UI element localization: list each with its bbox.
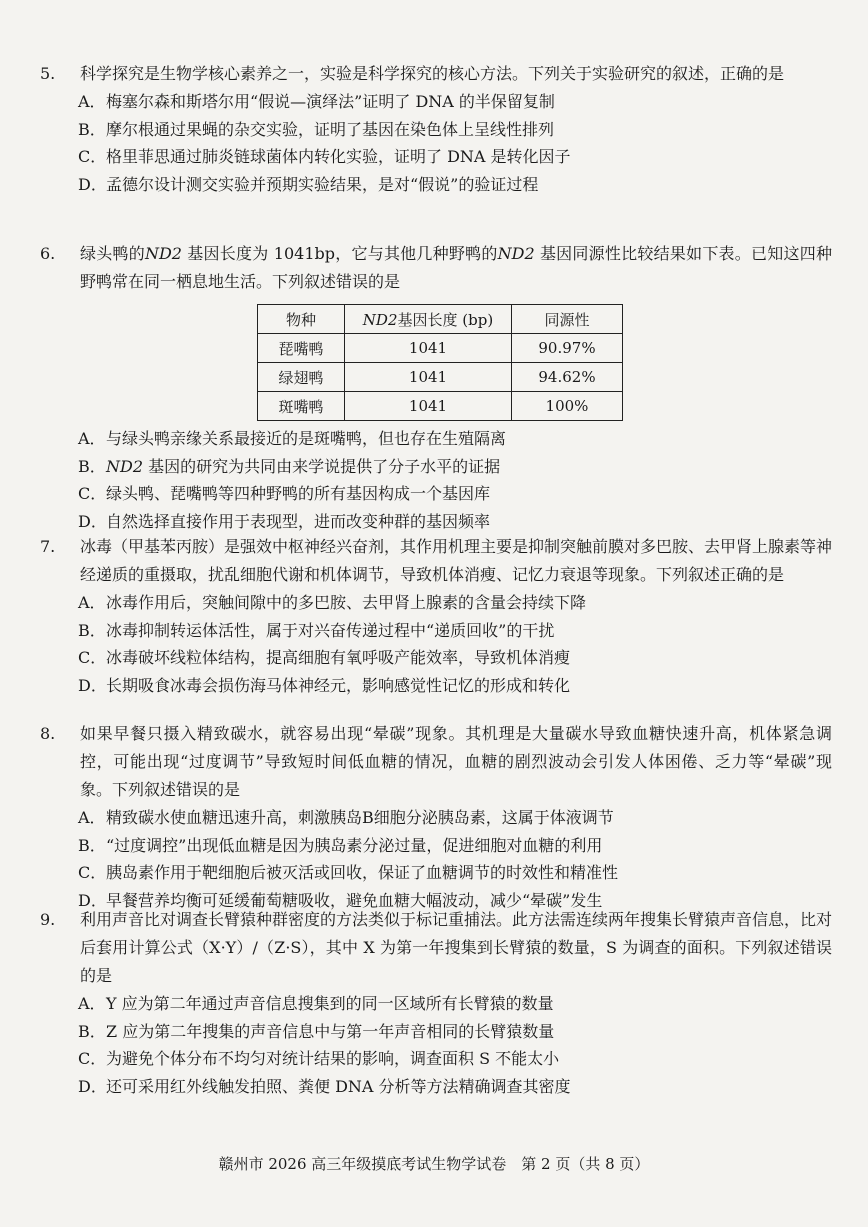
question-stem: 利用声音比对调查长臂猿种群密度的方法类似于标记重捕法。此方法需连续两年搜集长臂猿声音信息，比对后套用计算公式（X·Y）/（Z·S），其中 X 为第一年搜集到长臂猿的数量，S 为调查的面积。下列叙述错误的是	[80, 910, 833, 985]
question-6-options	[40, 425, 832, 535]
option-d: D．孟德尔设计测交实验并预期实验结果，是对“假说”的验证过程	[78, 174, 539, 194]
option-a: A．冰毒作用后，突触间隙中的多巴胺、去甲肾上腺素的含量会持续下降	[78, 593, 587, 612]
homology-table	[257, 304, 623, 421]
question-8	[40, 720, 832, 914]
question-stem: 科学探究是生物学核心素养之一，实验是科学探究的核心方法。下列关于实验研究的叙述，正确的是	[80, 64, 785, 83]
question-number: 6.	[40, 244, 56, 263]
question-7	[40, 533, 832, 699]
table-header-row	[258, 305, 623, 334]
table-row: 绿翅鸭 1041 94.62%	[258, 363, 623, 392]
option-b: B．冰毒抑制转运体活性，属于对兴奋传递过程中“递质回收”的干扰	[78, 620, 555, 640]
option-b: B．“过度调控”出现低血糖是因为胰岛素分泌过量，促进细胞对血糖的利用	[78, 835, 603, 855]
header-homology: 同源性	[512, 305, 623, 334]
option-a: A．Y 应为第二年通过声音信息搜集到的同一区域所有长臂猿的数量	[78, 994, 554, 1013]
option-b: B．Z 应为第二年搜集的声音信息中与第一年声音相同的长臂猿数量	[78, 1021, 555, 1041]
question-number: 8.	[40, 724, 56, 743]
option-b: B．ND2 基因的研究为共同由来学说提供了分子水平的证据	[78, 456, 501, 476]
header-gene-length: ND2基因长度 (bp)	[345, 305, 512, 334]
question-stem: 绿头鸭的ND2 基因长度为 1041bp，它与其他几种野鸭的ND2 基因同源性比较结果如下表。已知这四种野鸭常在同一栖息地生活。下列叙述错误的是	[80, 244, 832, 291]
header-species: 物种	[258, 305, 345, 334]
option-d: D．早餐营养均衡可延缓葡萄糖吸收，避免血糖大幅波动，减少“晕碳”发生	[78, 890, 603, 910]
question-stem: 冰毒（甲基苯丙胺）是强效中枢神经兴奋剂，其作用机理主要是抑制突触前膜对多巴胺、去甲肾上腺素等神经递质的重摄取，扰乱细胞代谢和机体调节，导致机体消瘦、记忆力衰退等现象。下列叙述正确的是	[80, 537, 833, 584]
question-9	[40, 906, 832, 1100]
option-d: D．长期吸食冰毒会损伤海马体神经元，影响感觉性记忆的形成和转化	[78, 675, 571, 695]
question-number: 5.	[40, 64, 56, 83]
option-c: C．为避免个体分布不均匀对统计结果的影响，调查面积 S 不能太小	[78, 1049, 560, 1069]
question-stem: 如果早餐只摄入精致碳水，就容易出现“晕碳”现象。其机理是大量碳水导致血糖快速升高，机体紧急调控，可能出现“过度调节”导致短时间低血糖的情况，血糖的剧烈波动会引发人体困倦、乏力等“晕碳”现象。下列叙述错误的是	[80, 724, 832, 799]
option-c: C．格里菲思通过肺炎链球菌体内转化实验，证明了 DNA 是转化因子	[78, 147, 571, 167]
page-footer: 赣州市 2026 高三年级摸底考试生物学试卷 第 2 页（共 8 页）	[218, 1155, 650, 1173]
table-row: 琵嘴鸭 1041 90.97%	[258, 334, 623, 363]
option-d: D．自然选择直接作用于表现型，进而改变种群的基因频率	[78, 511, 491, 531]
question-number: 9.	[40, 910, 56, 929]
option-a: A．与绿头鸭亲缘关系最接近的是斑嘴鸭，但也存在生殖隔离	[78, 429, 507, 448]
table-row: 斑嘴鸭 1041 100%	[258, 392, 623, 421]
question-5	[40, 60, 832, 198]
option-c: C．绿头鸭、琵嘴鸭等四种野鸭的所有基因构成一个基因库	[78, 484, 491, 504]
question-6	[40, 240, 832, 296]
option-a: A．梅塞尔森和斯塔尔用“假说—演绎法”证明了 DNA 的半保留复制	[78, 92, 555, 111]
option-c: C．冰毒破坏线粒体结构，提高细胞有氧呼吸产能效率，导致机体消瘦	[78, 648, 571, 668]
option-a: A．精致碳水使血糖迅速升高，刺激胰岛B细胞分泌胰岛素，这属于体液调节	[78, 808, 614, 827]
question-number: 7.	[40, 537, 56, 556]
option-d: D．还可采用红外线触发拍照、粪便 DNA 分析等方法精确调查其密度	[78, 1076, 571, 1096]
option-c: C．胰岛素作用于靶细胞后被灭活或回收，保证了血糖调节的时效性和精准性	[78, 863, 619, 883]
option-b: B．摩尔根通过果蝇的杂交实验，证明了基因在染色体上呈线性排列	[78, 119, 555, 139]
